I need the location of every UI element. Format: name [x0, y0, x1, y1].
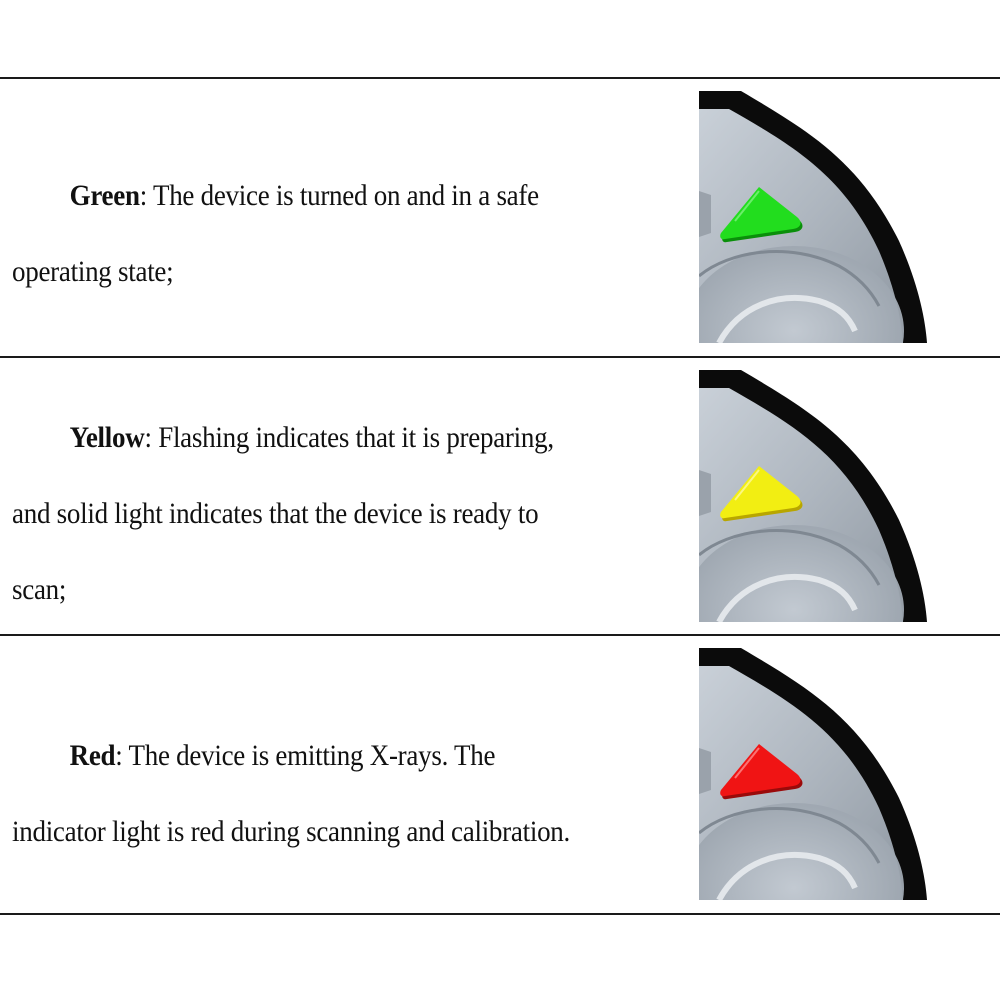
device-corner-illustration	[699, 648, 939, 900]
device-indicator-image	[699, 648, 939, 900]
indicator-description	[12, 400, 588, 628]
device-corner-illustration	[699, 370, 939, 622]
indicator-text: : The device is emitting X-rays. The indicator light is red during scanning and calibration.	[12, 739, 571, 848]
bottom-divider	[0, 913, 1000, 915]
device-indicator-image	[699, 91, 939, 343]
indicator-row-yellow	[0, 358, 1000, 634]
indicator-row-red	[0, 636, 1000, 913]
indicator-color-name: Yellow	[69, 421, 145, 454]
indicator-description	[12, 158, 588, 310]
indicator-description	[12, 718, 588, 870]
indicator-color-name: Green	[69, 179, 140, 212]
device-corner-illustration	[699, 91, 939, 343]
indicator-text: : The device is turned on and in a safe operating state;	[12, 179, 539, 288]
indicator-text: : Flashing indicates that it is preparing, and solid light indicates that the device is ready to scan;	[12, 421, 554, 606]
indicator-color-name: Red	[69, 739, 116, 772]
indicator-row-green	[0, 79, 1000, 356]
device-indicator-image	[699, 370, 939, 622]
